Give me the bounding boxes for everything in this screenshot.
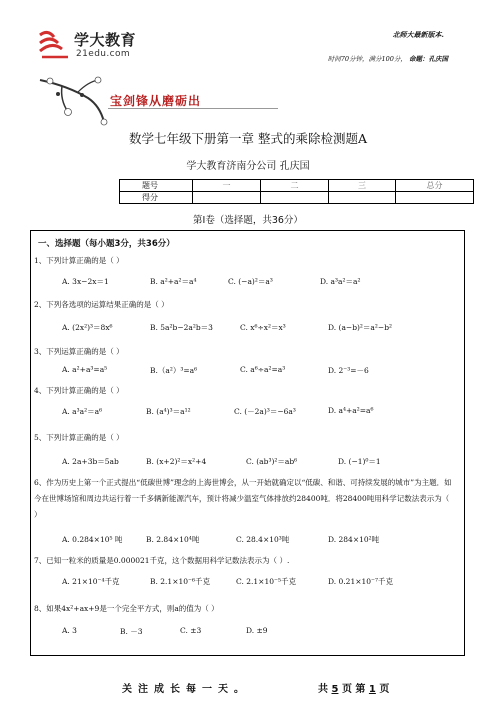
option-d[interactable]: D. 0.21×10⁻⁷千克 [328,577,394,586]
current-page: 1 [368,684,376,695]
total-pages: 5 [331,684,339,695]
option-a[interactable]: A. 0.284×10⁵ 吨 [62,535,123,544]
option-a[interactable]: A. a²+a³=a⁵ [62,365,108,374]
question-stem: 4、下列计算正确的是（ ） [34,386,124,395]
pages-mid: 页 第 [341,684,366,695]
option-a[interactable]: A. (2x²)³＝8x⁶ [62,323,113,332]
option-b[interactable]: B. a²+a²＝a⁴ [150,277,197,286]
option-d[interactable]: D. (a−b)²＝a²−b² [328,323,392,332]
time-score: 时间70分钟，满分100分， [327,55,407,63]
footer-motto: 关注成长每一天。 [122,684,250,695]
option-b[interactable]: B. (x+2)²＝x²+4 [146,457,207,466]
page-title: 数学七年级下册第一章 整式的乘除检测题A [128,131,367,146]
option-a[interactable]: A. 2a+3b＝5ab [62,457,119,466]
author-label: 命题：孔庆国 [409,55,448,63]
question-stem: 5、下列计算正确的是（ ） [34,433,124,442]
option-a[interactable]: A. 3 [62,626,77,635]
option-c[interactable]: C. a⁶÷a²=a³ [240,365,286,374]
column-header: 一 [193,180,261,192]
question-box [30,230,465,656]
logo-mark-icon [38,29,70,59]
option-c[interactable]: C. ±3 [180,626,202,635]
question-stem: 3、下列运算正确的是（ ） [34,347,124,356]
option-b[interactable]: B. (a⁴)³＝a¹² [146,407,191,416]
option-c[interactable]: C. 2.1×10⁻⁵千克 [236,577,296,586]
option-c[interactable]: C. x⁶÷x²＝x³ [240,323,286,332]
option-d[interactable]: D. 284×10²吨 [328,535,380,544]
question-stem: 8、如果4x²+ax+9是一个完全平方式，则a的值为（ ） [34,604,219,613]
slogan: 宝剑锋从磨砺出 [110,94,202,108]
option-d[interactable]: D. a³a²＝a² [320,277,361,286]
option-c[interactable]: C. 28.4×10³吨 [236,535,290,544]
brand-name: 学大教育 [74,31,137,49]
score-table [119,179,474,204]
option-d[interactable]: D. 2⁻³=－6 [328,366,369,375]
column-header: 总分 [396,180,474,192]
row-label: 题号 [120,180,193,192]
page-counter [318,680,389,695]
page-subtitle: 学大教育济南分公司 孔庆国 [186,161,310,172]
option-d[interactable]: D. a⁴+a²=a⁶ [328,406,374,415]
option-b[interactable]: B.（a²）³=a⁶ [150,366,198,375]
option-b[interactable]: B. －3 [120,627,143,636]
option-b[interactable]: B. 5a²b−2a²b＝3 [150,323,213,332]
option-c[interactable]: C. (ab³)²＝ab⁶ [246,457,298,466]
option-a[interactable]: A. a³a²＝a⁶ [62,407,103,416]
pages-suffix: 页 [379,684,390,695]
volume-title: 第Ⅰ卷（选择题，共36分） [193,215,303,226]
logo [38,27,148,67]
question-stem: 6、作为历史上第一个正式提出“低碳世博”理念的上海世博会，从一开始就确定以“低碳、和谐、可持续发展的城市”为主题．如今在世博场馆和周边共运行着一千多辆新能源汽车，预计将减少温室气体排放约28400吨．将28400吨用科学记数法表示为（ ） [34,478,452,519]
score-cell[interactable] [193,192,261,204]
column-header: 二 [261,180,329,192]
slogan-underline [108,108,278,109]
column-header: 三 [329,180,396,192]
question-stem: 2、下列各选项的运算结果正确的是（ ） [34,300,169,309]
option-a[interactable]: A. 3x−2x＝1 [62,277,109,286]
option-d[interactable]: D. (−1)⁰＝1 [338,457,381,466]
edition-note: 北师大最新版本. [392,30,444,39]
question-stem: 1、下列计算正确的是（ ） [34,256,124,265]
table-row [120,192,474,204]
score-cell[interactable] [396,192,474,204]
option-d[interactable]: D. ±9 [246,626,268,635]
pages-prefix: 共 [318,684,328,695]
option-b[interactable]: B. 2.84×10⁴吨 [146,535,200,544]
section-title: 一、选择题（每小题3分，共36分） [38,239,175,249]
option-c[interactable]: C. (−a)²＝a³ [228,277,273,286]
question-stem: 7、已知一粒米的质量是0.000021千克，这个数据用科学记数法表示为（ ）. [34,556,290,565]
option-b[interactable]: B. 2.1×10⁻⁶千克 [150,577,210,586]
brand-url: 21edu.com [76,49,131,59]
row-label: 得分 [120,192,193,204]
table-row [120,180,474,192]
option-a[interactable]: A. 21×10⁻⁴千克 [62,577,120,586]
option-c[interactable]: C. (－2a)³＝−6a³ [234,407,296,416]
score-cell[interactable] [329,192,396,204]
score-cell[interactable] [261,192,329,204]
exam-info [328,54,448,63]
